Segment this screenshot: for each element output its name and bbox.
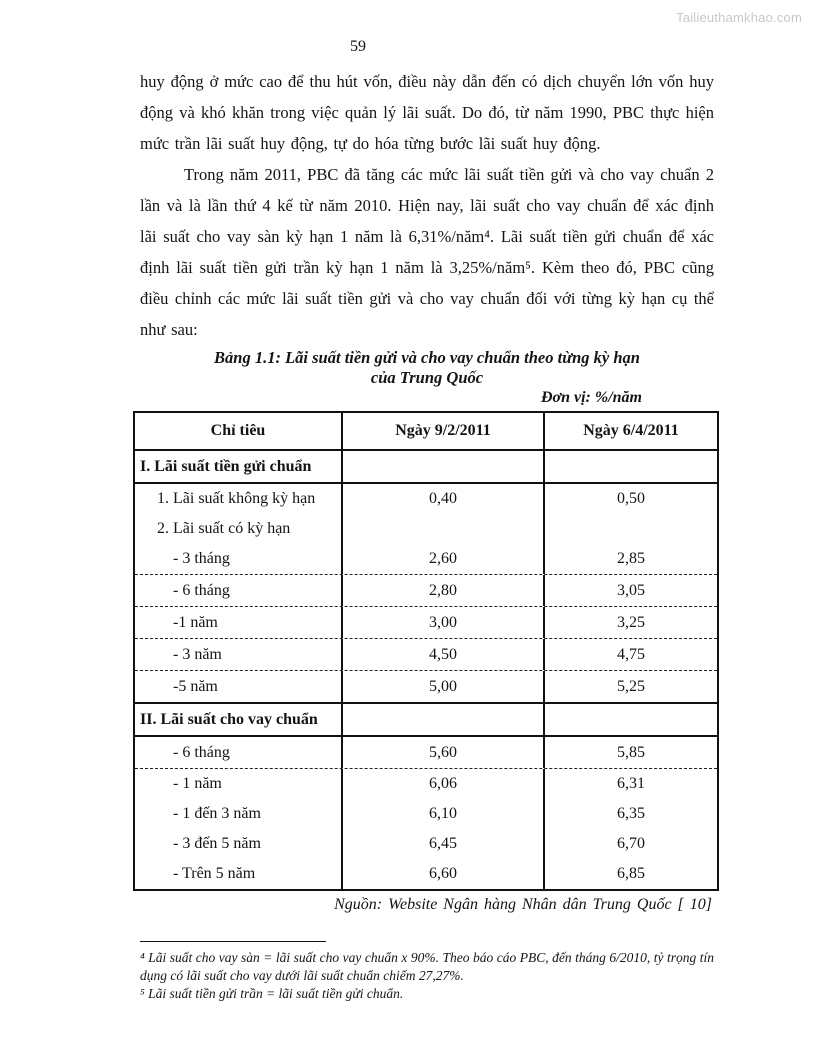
table-value-line: 6,06 xyxy=(429,775,457,792)
table-cell-value xyxy=(343,769,545,889)
table-cell-label: - 6 tháng xyxy=(135,737,343,768)
page-content xyxy=(140,66,714,1003)
table-cell-label: - 3 năm xyxy=(135,639,343,670)
table-header-cell: Chỉ tiêu xyxy=(135,413,343,449)
footnote-block xyxy=(140,941,714,1003)
table-header-cell: Ngày 6/4/2011 xyxy=(583,422,679,439)
table-unit-label: Đơn vị: %/năm xyxy=(540,389,642,406)
table-cell-value: 3,05 xyxy=(617,581,645,599)
table-cell-value: 3,00 xyxy=(343,607,545,638)
table-cell-label: II. Lãi suất cho vay chuẩn xyxy=(135,704,343,735)
footnote-5: ⁵ Lãi suất tiền gửi trần = lãi suất tiền gửi chuẩn. xyxy=(140,986,404,1001)
table-value-line: 6,31 xyxy=(617,775,645,792)
table-value-line: 6,45 xyxy=(429,835,457,852)
table-cell-value: 5,60 xyxy=(343,737,545,768)
table-cell-value: 5,25 xyxy=(617,677,645,695)
table-value-line xyxy=(343,514,543,544)
footnote-separator xyxy=(140,941,326,942)
paragraph-2: Trong năm 2011, PBC đã tăng các mức lãi suất tiền gửi và cho vay chuẩn 2 lần và là lần thứ 4 kể từ năm 2010. Hiện nay, lãi suất cho vay chuẩn để xác định lãi suất cho vay sàn kỳ hạn 1 năm là 6,31%/năm⁴. Lãi suất tiền gửi chuẩn để xác định lãi suất tiền gửi trần kỳ hạn 1 năm là 3,25%/năm⁵. Kèm theo đó, PBC cũng điều chỉnh các mức lãi suất tiền gửi và cho vay chuẩn đối với từng kỳ hạn cụ thể như sau: xyxy=(140,165,714,339)
page-number: 59 xyxy=(350,38,366,55)
rates-table xyxy=(133,411,719,891)
table-cell-label: I. Lãi suất tiền gửi chuẩn xyxy=(135,451,343,482)
footnote-4: ⁴ Lãi suất cho vay sàn = lãi suất cho vay chuẩn x 90%. Theo báo cáo PBC, đến tháng 6/2010, tỷ trọng tín dụng có lãi suất cho vay dưới lãi suất chuẩn chiếm 27,27%. xyxy=(140,950,714,983)
table-row xyxy=(135,671,717,704)
table-row xyxy=(135,769,717,889)
table-cell-value: 3,25 xyxy=(617,613,645,631)
table-cell-line: - 3 đến 5 năm xyxy=(173,835,261,852)
table-row xyxy=(135,451,717,484)
table-row xyxy=(135,737,717,769)
table-value-line: 2,60 xyxy=(429,550,457,567)
table-cell-value: 2,80 xyxy=(343,575,545,606)
table-value-line: 0,40 xyxy=(429,490,457,507)
table-value-line: 2,85 xyxy=(617,550,645,567)
table-cell-value: 5,00 xyxy=(343,671,545,702)
table-cell-label: - 6 tháng xyxy=(135,575,343,606)
table-cell-value xyxy=(343,704,545,735)
watermark: Tailieuthamkhao.com xyxy=(676,10,802,25)
table-value-line: 0,50 xyxy=(617,490,645,507)
table-value-line: 6,10 xyxy=(429,805,457,822)
table-value-line: 6,35 xyxy=(617,805,645,822)
table-title xyxy=(140,348,714,388)
table-cell-value: 4,50 xyxy=(343,639,545,670)
table-row xyxy=(135,575,717,607)
table-value-line: 6,85 xyxy=(617,865,645,882)
table-cell-label: -1 năm xyxy=(135,607,343,638)
table-value-line: 6,70 xyxy=(617,835,645,852)
table-header-cell: Ngày 9/2/2011 xyxy=(343,413,545,449)
table-row xyxy=(135,484,717,575)
table-cell-line: 2. Lãi suất có kỳ hạn xyxy=(157,520,291,537)
table-cell-value xyxy=(343,484,545,574)
paragraph-1: huy động ở mức cao để thu hút vốn, điều này dẫn đến có dịch chuyển lớn vốn huy động và khó khăn trong việc quản lý lãi suất. Do đó, từ năm 1990, PBC thực hiện mức trần lãi suất huy động, tự do hóa từng bước lãi suất huy động. xyxy=(140,72,714,153)
table-cell-line: 1. Lãi suất không kỳ hạn xyxy=(157,490,316,507)
table-cell-value xyxy=(545,451,717,482)
table-header-row xyxy=(135,413,717,451)
table-cell-value xyxy=(545,704,717,735)
table-cell-label xyxy=(135,484,343,574)
table-cell-line: - 3 tháng xyxy=(173,550,230,567)
table-cell-line: - Trên 5 năm xyxy=(173,865,256,882)
table-cell-line: - 1 năm xyxy=(173,775,222,792)
table-title-line2: của Trung Quốc xyxy=(370,368,484,387)
table-cell-value xyxy=(343,451,545,482)
table-cell-value xyxy=(545,769,717,889)
table-cell-value: 4,75 xyxy=(617,645,645,663)
table-row xyxy=(135,607,717,639)
table-cell-value xyxy=(545,484,717,574)
source-note: Nguồn: Website Ngân hàng Nhân dân Trung Quốc [ 10] xyxy=(334,896,712,913)
table-title-line1: Bảng 1.1: Lãi suất tiền gửi và cho vay chuẩn theo từng kỳ hạn xyxy=(214,348,640,367)
table-row xyxy=(135,639,717,671)
table-row xyxy=(135,704,717,737)
table-cell-label xyxy=(135,769,343,889)
table-cell-label: -5 năm xyxy=(135,671,343,702)
table-value-line xyxy=(545,514,717,544)
table-cell-value: 5,85 xyxy=(617,743,645,761)
table-value-line: 6,60 xyxy=(429,865,457,882)
table-cell-line: - 1 đến 3 năm xyxy=(173,805,261,822)
